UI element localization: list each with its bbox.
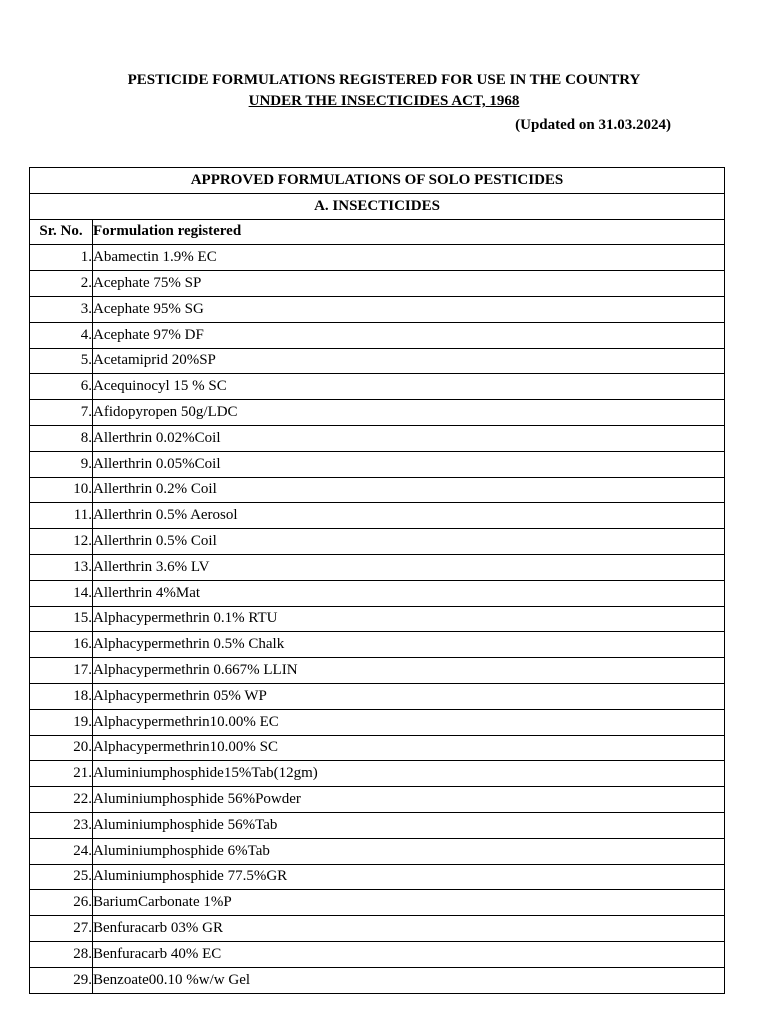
table-row (30, 916, 725, 942)
row-srno: 2. (30, 271, 93, 297)
table-row (30, 787, 725, 813)
row-formulation: Alphacypermethrin 0.1% RTU (93, 606, 725, 632)
row-formulation: Allerthrin 0.02%Coil (93, 425, 725, 451)
table-row (30, 580, 725, 606)
table-row (30, 451, 725, 477)
table-row (30, 529, 725, 555)
table-row (30, 554, 725, 580)
table-row (30, 941, 725, 967)
row-srno: 23. (30, 812, 93, 838)
section-heading: A. INSECTICIDES (30, 193, 725, 219)
row-srno: 14. (30, 580, 93, 606)
row-srno: 1. (30, 245, 93, 271)
row-srno: 24. (30, 838, 93, 864)
title-line-1: PESTICIDE FORMULATIONS REGISTERED FOR USE IN THE COUNTRY (127, 72, 641, 88)
row-formulation: Alphacypermethrin 0.667% LLIN (93, 658, 725, 684)
table-row (30, 322, 725, 348)
row-formulation: Allerthrin 0.5% Aerosol (93, 503, 725, 529)
table-row (30, 477, 725, 503)
banner-row (30, 168, 725, 194)
table-row (30, 658, 725, 684)
row-formulation: Acephate 95% SG (93, 296, 725, 322)
row-formulation: Acequinocyl 15 % SC (93, 374, 725, 400)
row-formulation: Alphacypermethrin 05% WP (93, 683, 725, 709)
row-formulation: Alphacypermethrin10.00% SC (93, 735, 725, 761)
section-row (30, 193, 725, 219)
row-srno: 10. (30, 477, 93, 503)
formulations-table (29, 167, 725, 994)
row-formulation: Benfuracarb 40% EC (93, 941, 725, 967)
table-row (30, 683, 725, 709)
row-formulation: Acephate 97% DF (93, 322, 725, 348)
row-formulation: Allerthrin 4%Mat (93, 580, 725, 606)
row-srno: 20. (30, 735, 93, 761)
table-row (30, 838, 725, 864)
row-formulation: Aluminiumphosphide 77.5%GR (93, 864, 725, 890)
row-formulation: Abamectin 1.9% EC (93, 245, 725, 271)
row-formulation: Alphacypermethrin 0.5% Chalk (93, 632, 725, 658)
updated-date: (Updated on 31.03.2024) (515, 117, 671, 133)
table-row (30, 890, 725, 916)
row-srno: 15. (30, 606, 93, 632)
row-formulation: Acetamiprid 20%SP (93, 348, 725, 374)
column-header-formulation: Formulation registered (93, 219, 725, 245)
table-row (30, 864, 725, 890)
table-row (30, 296, 725, 322)
row-srno: 25. (30, 864, 93, 890)
row-formulation: Benfuracarb 03% GR (93, 916, 725, 942)
row-srno: 29. (30, 967, 93, 993)
row-formulation: Aluminiumphosphide15%Tab(12gm) (93, 761, 725, 787)
table-row (30, 245, 725, 271)
table-row (30, 709, 725, 735)
table-row (30, 503, 725, 529)
row-formulation: Allerthrin 0.2% Coil (93, 477, 725, 503)
table-row (30, 761, 725, 787)
row-srno: 7. (30, 400, 93, 426)
row-srno: 21. (30, 761, 93, 787)
row-srno: 28. (30, 941, 93, 967)
row-formulation: Afidopyropen 50g/LDC (93, 400, 725, 426)
row-formulation: Alphacypermethrin10.00% EC (93, 709, 725, 735)
row-formulation: Aluminiumphosphide 56%Tab (93, 812, 725, 838)
header-row (30, 219, 725, 245)
document-title (0, 70, 768, 111)
row-srno: 17. (30, 658, 93, 684)
row-formulation: Aluminiumphosphide 6%Tab (93, 838, 725, 864)
title-line-2: UNDER THE INSECTICIDES ACT, 1968 (248, 93, 520, 109)
row-formulation: Acephate 75% SP (93, 271, 725, 297)
row-srno: 3. (30, 296, 93, 322)
table-row (30, 400, 725, 426)
table-row (30, 348, 725, 374)
table-row (30, 812, 725, 838)
row-formulation: Allerthrin 0.05%Coil (93, 451, 725, 477)
row-formulation: Aluminiumphosphide 56%Powder (93, 787, 725, 813)
row-srno: 22. (30, 787, 93, 813)
row-formulation: BariumCarbonate 1%P (93, 890, 725, 916)
table-row (30, 967, 725, 993)
row-srno: 9. (30, 451, 93, 477)
row-srno: 19. (30, 709, 93, 735)
row-formulation: Benzoate00.10 %w/w Gel (93, 967, 725, 993)
table-row (30, 374, 725, 400)
row-srno: 8. (30, 425, 93, 451)
row-srno: 11. (30, 503, 93, 529)
row-srno: 6. (30, 374, 93, 400)
column-header-srno: Sr. No. (30, 219, 93, 245)
row-srno: 16. (30, 632, 93, 658)
row-srno: 4. (30, 322, 93, 348)
table-row (30, 735, 725, 761)
table-row (30, 425, 725, 451)
table-row (30, 271, 725, 297)
row-srno: 13. (30, 554, 93, 580)
table-banner: APPROVED FORMULATIONS OF SOLO PESTICIDES (30, 168, 725, 194)
table-row (30, 632, 725, 658)
table-row (30, 606, 725, 632)
row-srno: 12. (30, 529, 93, 555)
row-srno: 26. (30, 890, 93, 916)
row-srno: 18. (30, 683, 93, 709)
row-srno: 5. (30, 348, 93, 374)
row-formulation: Allerthrin 0.5% Coil (93, 529, 725, 555)
row-formulation: Allerthrin 3.6% LV (93, 554, 725, 580)
row-srno: 27. (30, 916, 93, 942)
